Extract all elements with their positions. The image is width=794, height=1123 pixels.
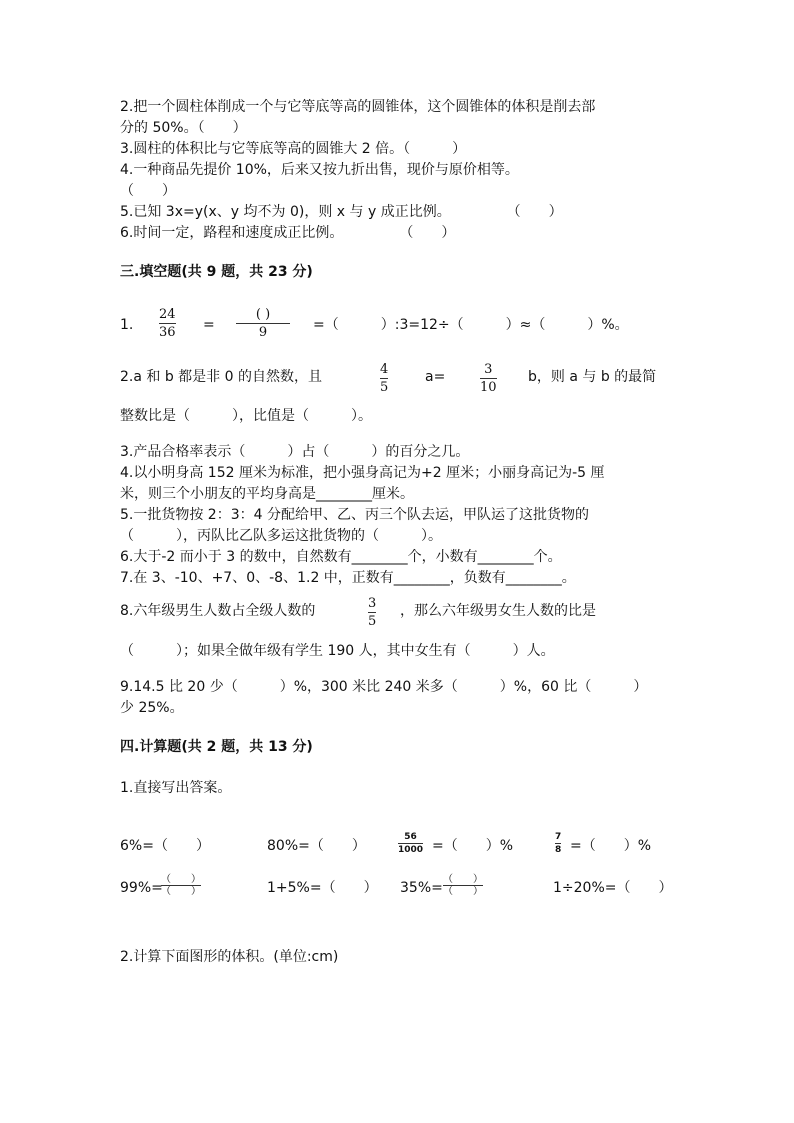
judge-q2-line2: 分的 50%。（ ） xyxy=(120,120,247,136)
section-heading-calc: 四.计算题(共 2 题，共 13 分) xyxy=(120,739,313,755)
calc-r2c2: 1+5%=（ ） xyxy=(267,880,378,896)
judge-q2-line1: 2.把一个圆柱体削成一个与它等底等高的圆锥体，这个圆锥体的体积是削去部 xyxy=(120,99,596,115)
fraction-bar xyxy=(480,378,497,379)
calc-r2c4: 1÷20%=（ ） xyxy=(553,880,673,896)
judge-q3: 3.圆柱的体积比与它等底等高的圆锥大 2 倍。（ ） xyxy=(120,141,467,157)
fill-q8-fraction-3-5 xyxy=(368,596,376,629)
calc-r1c1: 6%=（ ） xyxy=(120,838,210,854)
denominator: （ ） xyxy=(443,886,483,897)
numerator: （ ） xyxy=(443,874,483,885)
denominator: 9 xyxy=(258,325,268,340)
fill-q2-line2: 整数比是（ ），比值是（ ）。 xyxy=(120,408,372,424)
calc-r1c4-rest: =（ ）% xyxy=(570,838,652,854)
fill-q3: 3.产品合格率表示（ ）占（ ）的百分之几。 xyxy=(120,444,470,460)
denominator: （ ） xyxy=(161,886,201,897)
numerator: 56 xyxy=(404,832,417,842)
denominator: 8 xyxy=(555,845,562,855)
fill-q6: 6.大于-2 而小于 3 的数中，自然数有________个，小数有________个。 xyxy=(120,549,562,565)
fill-q2-mid: a= xyxy=(425,369,446,385)
fill-q9-line1: 9.14.5 比 20 少（ ）%，300 米比 240 米多（ ）%，60 比（ ） xyxy=(120,679,648,695)
fill-q5-line2: （ ），丙队比乙队多运这批货物的（ ）。 xyxy=(120,528,442,544)
denominator: 36 xyxy=(159,325,176,340)
calc-r1c4-fraction xyxy=(555,832,561,855)
denominator: 10 xyxy=(480,380,497,395)
calc-q1: 1.直接写出答案。 xyxy=(120,780,232,796)
numerator: ( ) xyxy=(255,307,271,322)
fill-q8-line2: （ ）；如果全做年级有学生 190 人，其中女生有（ ）人。 xyxy=(120,643,555,659)
fill-q9-line2: 少 25%。 xyxy=(120,700,184,716)
fill-q2-postfix: b，则 a 与 b 的最简 xyxy=(528,369,657,385)
fill-q1-rest: =（ ）:3=12÷（ ）≈（ ）%。 xyxy=(313,317,629,333)
calc-q2: 2.计算下面图形的体积。(单位:cm) xyxy=(120,949,339,965)
calc-r2c3-prefix: 35%= xyxy=(400,880,443,896)
fraction-bar xyxy=(380,378,388,379)
fill-q4-line2: 米，则三个小朋友的平均身高是________厘米。 xyxy=(120,486,414,502)
judge-q6: 6.时间一定，路程和速度成正比例。 （ ） xyxy=(120,225,456,241)
calc-r2c3-fraction xyxy=(443,874,483,897)
denominator: 1000 xyxy=(398,845,424,855)
fill-q2-fraction-3-10 xyxy=(480,362,497,395)
calc-r2c1-fraction xyxy=(161,874,201,897)
fill-q5-line1: 5.一批货物按 2：3：4 分配给甲、乙、丙三个队去运，甲队运了这批货物的 xyxy=(120,507,589,523)
numerator: 4 xyxy=(380,362,389,377)
calc-r1c3-rest: =（ ）% xyxy=(432,838,514,854)
fraction-bar xyxy=(555,843,561,844)
fill-q1-equals: = xyxy=(203,317,215,333)
fill-q1-fraction-24-36 xyxy=(159,307,176,340)
fill-q4-line1: 4.以小明身高 152 厘米为标准，把小强身高记为+2 厘米；小丽身高记为-5 厘 xyxy=(120,465,605,481)
fill-q1-fraction-blank-9 xyxy=(236,307,290,340)
fraction-bar xyxy=(159,323,176,324)
fill-q1-number: 1. xyxy=(120,317,134,333)
denominator: 5 xyxy=(368,614,377,629)
calc-r1c2: 80%=（ ） xyxy=(267,838,366,854)
fraction-bar xyxy=(236,323,290,324)
judge-q5: 5.已知 3x=y(x、y 均不为 0)，则 x 与 y 成正比例。 （ ） xyxy=(120,204,563,220)
fraction-bar xyxy=(398,843,423,844)
numerator: （ ） xyxy=(161,874,201,885)
calc-r2c1-prefix: 99%= xyxy=(120,880,163,896)
fill-q8-prefix: 8.六年级男生人数占全级人数的 xyxy=(120,603,316,619)
denominator: 5 xyxy=(380,380,389,395)
section-heading-fill: 三.填空题(共 9 题，共 23 分) xyxy=(120,264,313,280)
fill-q7: 7.在 3、-10、+7、0、-8、1.2 中，正数有________，负数有________。 xyxy=(120,570,576,586)
numerator: 3 xyxy=(484,362,493,377)
judge-q4-line1: 4.一种商品先提价 10%，后来又按九折出售，现价与原价相等。 xyxy=(120,162,519,178)
fill-q8-postfix: ，那么六年级男女生人数的比是 xyxy=(400,603,596,619)
numerator: 7 xyxy=(555,832,562,842)
numerator: 24 xyxy=(159,307,176,322)
calc-r1c3-fraction xyxy=(398,832,423,855)
fraction-bar xyxy=(368,612,376,613)
judge-q4-line2: （ ） xyxy=(120,183,176,199)
fill-q2-fraction-4-5 xyxy=(380,362,388,395)
numerator: 3 xyxy=(368,596,377,611)
fill-q2-prefix: 2.a 和 b 都是非 0 的自然数，且 xyxy=(120,369,322,385)
